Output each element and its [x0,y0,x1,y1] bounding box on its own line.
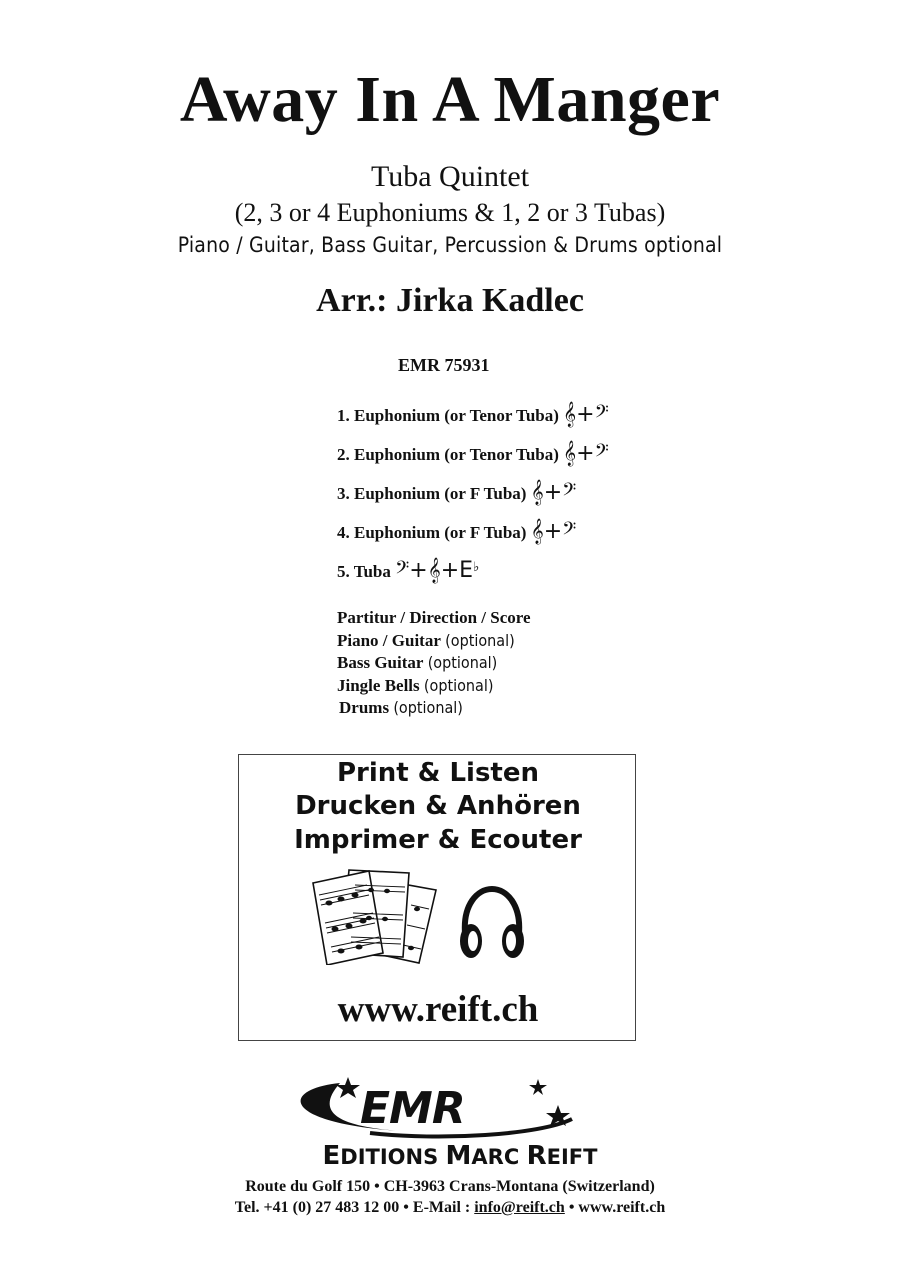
part-label: 5. Tuba [337,562,391,581]
contact-line [0,1199,900,1217]
promo-line-german: Drucken & Anhören [295,791,581,821]
extra-name: Jingle Bells [337,676,420,695]
extra-name: Bass Guitar [337,653,424,672]
flat-icon: ♭ [473,560,480,575]
arranger: Arr.: Jirka Kadlec [316,282,584,319]
part-item [337,441,609,466]
email-link[interactable]: info@reift.ch [474,1199,565,1216]
part-label: 4. Euphonium (or F Tuba) [337,523,527,542]
extra-note: (optional) [427,653,498,672]
clef-icon: 𝄞+𝄢 [563,402,609,427]
phone-text: Tel. +41 (0) 27 483 12 00 • E-Mail : [234,1199,475,1216]
extra-note: (optional) [423,676,494,695]
part-label: 2. Euphonium (or Tenor Tuba) [337,445,559,464]
promo-line-french: Imprimer & Ecouter [294,825,582,855]
address-line: Route du Golf 150 • CH-3963 Crans-Montana (Switzerland) [245,1178,655,1195]
instrumentation: (2, 3 or 4 Euphoniums & 1, 2 or 3 Tubas) [234,198,666,227]
extra-note: (optional) [393,698,463,717]
extra-item [339,698,463,718]
extra-item [337,608,531,628]
extra-item [337,653,497,673]
extra-name: Partitur / Direction / Score [337,608,531,627]
extra-name: Drums [339,698,390,717]
sheet-music-icon [311,865,441,965]
website-text: • www.reift.ch [564,1199,666,1216]
promo-line-english: Print & Listen [336,758,540,788]
part-label: 3. Euphonium (or F Tuba) [337,484,527,503]
part-item [337,519,576,544]
part-item [337,402,609,427]
headphones-icon [457,885,527,965]
clef-icon: 𝄞+𝄢 [530,480,577,505]
part-item [337,558,479,583]
page-title: Away In A Manger [179,63,721,136]
clef-icon: 𝄢+𝄞+E [395,558,474,583]
extra-item [337,676,493,696]
extra-name: Piano / Guitar [337,631,441,650]
website-link[interactable]: www.reift.ch [337,989,539,1030]
optional-instruments-line: Piano / Guitar, Bass Guitar, Percussion & Drums optional [177,233,723,257]
subtitle: Tuba Quintet [370,160,530,193]
print-listen-box [238,754,636,1041]
clef-icon: 𝄞+𝄢 [530,519,577,544]
emr-logo [240,1075,680,1175]
clef-icon: 𝄞+𝄢 [563,441,609,466]
extra-note: (optional) [445,631,515,650]
publisher-name: EDITIONS MARC REIFT [322,1141,598,1171]
part-item [337,480,576,505]
catalog-number: EMR 75931 [398,355,490,375]
part-label: 1. Euphonium (or Tenor Tuba) [337,406,559,425]
extra-item [337,631,515,651]
emr-mark: EMR [360,1083,465,1134]
